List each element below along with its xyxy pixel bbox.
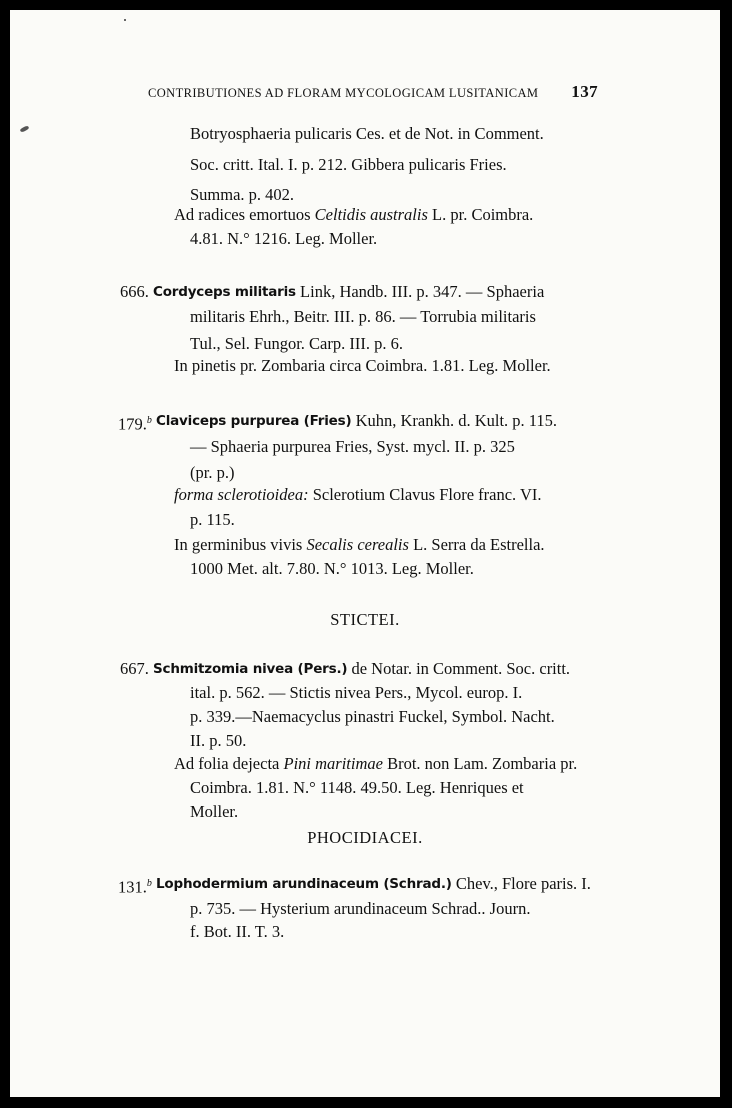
taxon-name: Cordyceps militaris [153, 284, 296, 300]
entry-head-line: 179.$^b$ Claviceps purpurea (Fries) Kuhn, Krankh. d. Kult. p. 115. [118, 411, 558, 434]
entry-line: p. 115. [190, 510, 235, 529]
entry-number: 179.$^b$ [118, 414, 152, 434]
entry-line: Coimbra. 1.81. N.° 1148. 49.50. Leg. Henriques et [190, 778, 524, 797]
entry-habitat-line: Ad radices emortuos Celtidis australis L. pr. Coimbra. [174, 205, 534, 224]
entry-line: Soc. critt. Ital. I. p. 212. Gibbera pulicaris Fries. [190, 155, 507, 174]
page-smudge [20, 125, 30, 132]
entry-habitat-line: Ad folia dejecta Pini maritimae Brot. non Lam. Zombaria pr. [174, 754, 578, 773]
entry-line: f. Bot. II. T. 3. [190, 922, 285, 941]
entry-line: (pr. p.) [190, 463, 235, 482]
entry-number: 131.$^b$ [118, 877, 152, 897]
entry-line: 4.81. N.° 1216. Leg. Moller. [190, 229, 378, 248]
entry-line: II. p. 50. [190, 731, 247, 750]
entry-line: Botryosphaeria pulicaris Ces. et de Not. in Comment. [190, 124, 544, 143]
entry-head-line: 666. Cordyceps militaris Link, Handb. III. p. 347. — Sphaeria [120, 282, 545, 301]
running-head [148, 82, 598, 101]
taxon-name: Lophodermium arundinaceum (Schrad.) [156, 876, 452, 892]
entry-line: forma sclerotioidea: Sclerotium Clavus Flore franc. VI. [174, 485, 542, 504]
entry-line: — Sphaeria purpurea Fries, Syst. mycl. II. p. 325 [190, 437, 515, 456]
page-number: 137 [571, 82, 598, 101]
entry-line: p. 735. — Hysterium arundinaceum Schrad.. Journ. [190, 899, 531, 918]
entry-line: 1000 Met. alt. 7.80. N.° 1013. Leg. Moller. [190, 559, 474, 578]
entry-line: Moller. [190, 802, 239, 821]
entry-line: Summa. p. 402. [190, 185, 295, 204]
section-heading: STICTEI. [330, 610, 400, 629]
entry-habitat-line: In pinetis pr. Zombaria circa Coimbra. 1.81. Leg. Moller. [174, 356, 551, 375]
page [10, 10, 720, 1097]
entry-line: Tul., Sel. Fungor. Carp. III. p. 6. [190, 334, 403, 353]
entry-line: ital. p. 562. — Stictis nivea Pers., Mycol. europ. I. [190, 683, 523, 702]
entry-number: 666. [120, 282, 149, 301]
taxon-name: Schmitzomia nivea (Pers.) [153, 661, 348, 677]
entry-number: 667. [120, 659, 149, 678]
running-head-title: CONTRIBUTIONES AD FLORAM MYCOLOGICAM LUSITANICAM [148, 86, 539, 100]
entry-head-line: 131.$^b$ Lophodermium arundinaceum (Schrad.) Chev., Flore paris. I. [118, 874, 591, 897]
entry-line: militaris Ehrh., Beitr. III. p. 86. — Torrubia militaris [190, 307, 536, 326]
entry-habitat-line: In germinibus vivis Secalis cerealis L. Serra da Estrella. [174, 535, 545, 554]
page-speck [124, 19, 126, 21]
entry-head-line: 667. Schmitzomia nivea (Pers.) de Notar. in Comment. Soc. critt. [120, 659, 571, 678]
entry-line: p. 339.—Naemacyclus pinastri Fuckel, Symbol. Nacht. [190, 707, 555, 726]
section-heading: PHOCIDIACEI. [307, 828, 423, 847]
taxon-name: Claviceps purpurea (Fries) [156, 413, 352, 429]
